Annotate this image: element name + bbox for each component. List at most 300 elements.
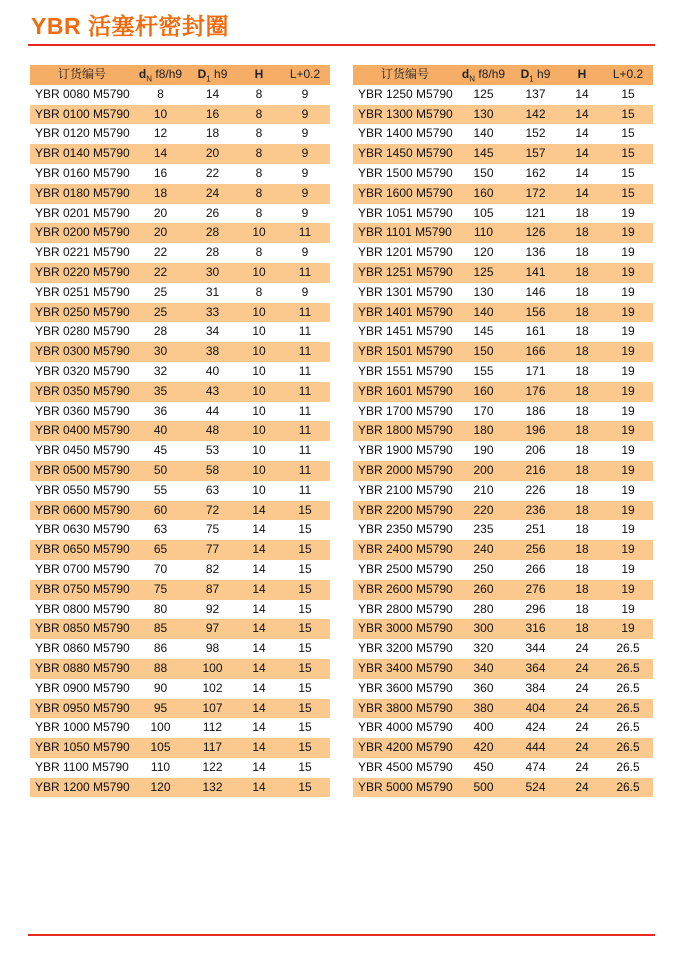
cell-l: 11 bbox=[298, 482, 312, 497]
cell-d1: 196 bbox=[510, 421, 561, 441]
cell-order-code: YBR 5000 M5790 bbox=[353, 778, 457, 798]
cell-d1: 18 bbox=[205, 126, 220, 141]
header-dn: $d_N$ f8/h9 bbox=[457, 65, 510, 85]
cell-order-code: YBR 1450 M5790 bbox=[353, 144, 457, 164]
cell-l: 15 bbox=[621, 165, 635, 180]
cell-dn: 12 bbox=[153, 126, 168, 141]
cell-d1: 28 bbox=[187, 223, 238, 243]
cell-h: 10 bbox=[238, 382, 280, 402]
cell-order-code: YBR 1300 M5790 bbox=[353, 105, 457, 125]
cell-dn: 86 bbox=[153, 641, 168, 656]
cell-l: 15 bbox=[298, 641, 312, 656]
cell-order-code: YBR 0700 M5790 bbox=[35, 561, 130, 576]
cell-d1: 444 bbox=[510, 738, 561, 758]
cell-order-code: YBR 0450 M5790 bbox=[35, 443, 130, 458]
cell-dn: 28 bbox=[153, 324, 168, 339]
table-row bbox=[353, 204, 653, 224]
cell-d1: 146 bbox=[525, 284, 546, 299]
cell-l: 19 bbox=[621, 601, 635, 616]
cell-dn: 280 bbox=[473, 601, 494, 616]
table-row bbox=[30, 699, 330, 719]
cell-l: 15 bbox=[621, 126, 635, 141]
cell-dn: 63 bbox=[153, 522, 168, 537]
cell-h: 18 bbox=[561, 382, 603, 402]
cell-dn: 60 bbox=[134, 501, 187, 521]
table-row bbox=[30, 441, 330, 461]
table-row bbox=[30, 223, 330, 243]
cell-h: 10 bbox=[238, 263, 280, 283]
table-row bbox=[30, 105, 330, 125]
cell-d1: 126 bbox=[510, 223, 561, 243]
cell-d1: 171 bbox=[525, 363, 546, 378]
table-row bbox=[30, 263, 330, 283]
cell-d1: 156 bbox=[510, 303, 561, 323]
cell-l: 26.5 bbox=[603, 699, 653, 719]
table-row bbox=[30, 164, 330, 184]
cell-dn: 420 bbox=[457, 738, 510, 758]
cell-h: 18 bbox=[575, 284, 589, 299]
table-row bbox=[353, 600, 653, 620]
cell-dn: 190 bbox=[473, 443, 494, 458]
table-header-row bbox=[353, 65, 653, 85]
cell-d1: 316 bbox=[510, 619, 561, 639]
cell-l: 26.5 bbox=[616, 680, 640, 695]
table-row bbox=[353, 263, 653, 283]
cell-dn: 110 bbox=[457, 223, 510, 243]
cell-h: 8 bbox=[255, 165, 263, 180]
cell-order-code: YBR 0280 M5790 bbox=[35, 324, 130, 339]
cell-order-code: YBR 1900 M5790 bbox=[358, 443, 453, 458]
cell-dn: 45 bbox=[153, 443, 168, 458]
cell-d1: 172 bbox=[510, 184, 561, 204]
cell-order-code: YBR 1050 M5790 bbox=[30, 738, 134, 758]
cell-h: 8 bbox=[238, 144, 280, 164]
cell-h: 14 bbox=[238, 619, 280, 639]
cell-l: 19 bbox=[621, 561, 635, 576]
cell-l: 15 bbox=[280, 699, 330, 719]
cell-l: 19 bbox=[621, 363, 635, 378]
header-d1: $D_1$ h9 bbox=[510, 65, 561, 85]
cell-d1: 31 bbox=[205, 284, 220, 299]
cell-dn: 22 bbox=[134, 263, 187, 283]
cell-l: 11 bbox=[280, 342, 330, 362]
cell-l: 15 bbox=[280, 580, 330, 600]
cell-d1: 58 bbox=[187, 461, 238, 481]
cell-l: 11 bbox=[298, 363, 312, 378]
table-row bbox=[353, 481, 653, 501]
cell-order-code: YBR 3600 M5790 bbox=[358, 680, 453, 695]
cell-l: 15 bbox=[280, 540, 330, 560]
cell-h: 10 bbox=[252, 324, 266, 339]
cell-order-code: YBR 1500 M5790 bbox=[358, 165, 453, 180]
cell-h: 10 bbox=[238, 342, 280, 362]
cell-h: 14 bbox=[575, 126, 589, 141]
table-row bbox=[30, 738, 330, 758]
table-row bbox=[30, 303, 330, 323]
cell-h: 10 bbox=[238, 421, 280, 441]
cell-dn: 55 bbox=[153, 482, 168, 497]
table-row bbox=[30, 283, 330, 303]
cell-l: 9 bbox=[280, 105, 330, 125]
cell-h: 18 bbox=[561, 263, 603, 283]
cell-d1: 276 bbox=[510, 580, 561, 600]
cell-order-code: YBR 2000 M5790 bbox=[353, 461, 457, 481]
cell-h: 10 bbox=[252, 403, 266, 418]
cell-h: 10 bbox=[238, 303, 280, 323]
cell-order-code: YBR 0320 M5790 bbox=[35, 363, 130, 378]
table-row bbox=[30, 639, 330, 659]
cell-l: 15 bbox=[603, 144, 653, 164]
table-row bbox=[30, 540, 330, 560]
cell-d1: 142 bbox=[510, 105, 561, 125]
top-divider bbox=[28, 44, 655, 46]
table-row bbox=[30, 520, 330, 540]
table-row bbox=[30, 580, 330, 600]
cell-h: 14 bbox=[252, 641, 266, 656]
header-order-code: 订货编号 bbox=[30, 65, 134, 85]
cell-order-code: YBR 0160 M5790 bbox=[35, 165, 130, 180]
cell-order-code: YBR 3200 M5790 bbox=[358, 641, 453, 656]
cell-order-code: YBR 1301 M5790 bbox=[358, 284, 453, 299]
cell-d1: 206 bbox=[525, 443, 546, 458]
cell-l: 11 bbox=[298, 324, 312, 339]
cell-dn: 30 bbox=[134, 342, 187, 362]
cell-dn: 300 bbox=[457, 619, 510, 639]
table-row bbox=[353, 362, 653, 382]
cell-h: 14 bbox=[252, 759, 266, 774]
cell-d1: 92 bbox=[205, 601, 220, 616]
cell-order-code: YBR 2800 M5790 bbox=[358, 601, 453, 616]
cell-dn: 380 bbox=[457, 699, 510, 719]
cell-d1: 43 bbox=[187, 382, 238, 402]
cell-d1: 34 bbox=[205, 324, 220, 339]
cell-h: 10 bbox=[252, 482, 266, 497]
cell-dn: 125 bbox=[473, 86, 494, 101]
cell-dn: 235 bbox=[473, 522, 494, 537]
cell-order-code: YBR 1200 M5790 bbox=[30, 778, 134, 798]
cell-d1: 28 bbox=[205, 245, 220, 260]
spec-table-left bbox=[30, 65, 330, 797]
cell-d1: 112 bbox=[202, 720, 223, 735]
cell-order-code: YBR 3000 M5790 bbox=[353, 619, 457, 639]
cell-h: 24 bbox=[561, 778, 603, 798]
cell-dn: 450 bbox=[473, 759, 494, 774]
cell-order-code: YBR 0220 M5790 bbox=[30, 263, 134, 283]
table-row bbox=[353, 164, 653, 184]
cell-dn: 20 bbox=[134, 223, 187, 243]
table-row bbox=[353, 441, 653, 461]
table-row bbox=[353, 580, 653, 600]
cell-d1: 40 bbox=[205, 363, 220, 378]
table-row bbox=[353, 402, 653, 422]
cell-l: 15 bbox=[298, 601, 312, 616]
table-row bbox=[30, 124, 330, 144]
table-row bbox=[353, 322, 653, 342]
header-h: H bbox=[561, 65, 603, 85]
cell-order-code: YBR 0630 M5790 bbox=[35, 522, 130, 537]
cell-h: 18 bbox=[575, 363, 589, 378]
cell-h: 24 bbox=[575, 641, 589, 656]
table-row bbox=[353, 639, 653, 659]
cell-h: 24 bbox=[575, 759, 589, 774]
cell-l: 11 bbox=[280, 461, 330, 481]
cell-d1: 97 bbox=[187, 619, 238, 639]
cell-d1: 364 bbox=[510, 659, 561, 679]
cell-l: 26.5 bbox=[616, 641, 640, 656]
cell-l: 26.5 bbox=[603, 659, 653, 679]
table-row bbox=[353, 243, 653, 263]
cell-d1: 44 bbox=[205, 403, 220, 418]
cell-h: 14 bbox=[252, 720, 266, 735]
cell-l: 19 bbox=[603, 461, 653, 481]
table-row bbox=[353, 85, 653, 105]
cell-h: 24 bbox=[561, 699, 603, 719]
cell-l: 19 bbox=[621, 482, 635, 497]
cell-order-code: YBR 2500 M5790 bbox=[358, 561, 453, 576]
cell-order-code: YBR 4200 M5790 bbox=[353, 738, 457, 758]
cell-h: 14 bbox=[575, 165, 589, 180]
cell-order-code: YBR 0350 M5790 bbox=[30, 382, 134, 402]
cell-d1: 384 bbox=[525, 680, 546, 695]
cell-l: 9 bbox=[301, 284, 309, 299]
cell-dn: 240 bbox=[457, 540, 510, 560]
cell-d1: 72 bbox=[187, 501, 238, 521]
table-row bbox=[353, 699, 653, 719]
cell-dn: 25 bbox=[153, 284, 168, 299]
table-row bbox=[353, 342, 653, 362]
cell-l: 11 bbox=[280, 303, 330, 323]
cell-dn: 110 bbox=[150, 759, 171, 774]
cell-d1: 24 bbox=[187, 184, 238, 204]
cell-l: 11 bbox=[298, 403, 312, 418]
cell-d1: 236 bbox=[510, 501, 561, 521]
cell-l: 15 bbox=[280, 501, 330, 521]
cell-d1: 63 bbox=[205, 482, 220, 497]
cell-d1: 216 bbox=[510, 461, 561, 481]
cell-dn: 140 bbox=[473, 126, 494, 141]
cell-order-code: YBR 0200 M5790 bbox=[30, 223, 134, 243]
cell-l: 19 bbox=[621, 284, 635, 299]
cell-order-code: YBR 0120 M5790 bbox=[35, 126, 130, 141]
cell-order-code: YBR 1800 M5790 bbox=[353, 421, 457, 441]
cell-d1: 117 bbox=[187, 738, 238, 758]
cell-order-code: YBR 1250 M5790 bbox=[358, 86, 453, 101]
cell-dn: 105 bbox=[134, 738, 187, 758]
cell-dn: 70 bbox=[153, 561, 168, 576]
table-header-row bbox=[30, 65, 330, 85]
cell-l: 15 bbox=[603, 184, 653, 204]
cell-order-code: YBR 0880 M5790 bbox=[30, 659, 134, 679]
cell-order-code: YBR 1000 M5790 bbox=[35, 720, 130, 735]
cell-d1: 26 bbox=[205, 205, 220, 220]
cell-d1: 107 bbox=[187, 699, 238, 719]
cell-order-code: YBR 1401 M5790 bbox=[353, 303, 457, 323]
table-row bbox=[353, 520, 653, 540]
cell-dn: 210 bbox=[473, 482, 494, 497]
cell-h: 8 bbox=[255, 245, 263, 260]
table-row bbox=[353, 738, 653, 758]
table-row bbox=[353, 540, 653, 560]
cell-d1: 48 bbox=[187, 421, 238, 441]
cell-d1: 22 bbox=[205, 165, 220, 180]
cell-l: 15 bbox=[298, 522, 312, 537]
cell-d1: 121 bbox=[525, 205, 546, 220]
cell-order-code: YBR 0080 M5790 bbox=[35, 86, 130, 101]
cell-d1: 226 bbox=[525, 482, 546, 497]
cell-h: 14 bbox=[252, 680, 266, 695]
table-row bbox=[30, 481, 330, 501]
table-row bbox=[353, 303, 653, 323]
cell-dn: 40 bbox=[134, 421, 187, 441]
table-row bbox=[353, 718, 653, 738]
cell-order-code: YBR 0950 M5790 bbox=[30, 699, 134, 719]
cell-d1: 474 bbox=[525, 759, 546, 774]
cell-dn: 22 bbox=[153, 245, 168, 260]
table-row bbox=[30, 243, 330, 263]
cell-l: 11 bbox=[298, 443, 312, 458]
cell-h: 18 bbox=[575, 324, 589, 339]
cell-d1: 77 bbox=[187, 540, 238, 560]
cell-l: 26.5 bbox=[616, 759, 640, 774]
cell-l: 15 bbox=[621, 86, 635, 101]
cell-h: 24 bbox=[561, 738, 603, 758]
cell-d1: 75 bbox=[205, 522, 220, 537]
table-row bbox=[353, 679, 653, 699]
table-row bbox=[30, 659, 330, 679]
cell-l: 15 bbox=[298, 680, 312, 695]
cell-order-code: YBR 0600 M5790 bbox=[30, 501, 134, 521]
cell-order-code: YBR 1051 M5790 bbox=[358, 205, 453, 220]
table-row bbox=[30, 501, 330, 521]
cell-d1: 166 bbox=[510, 342, 561, 362]
cell-order-code: YBR 2350 M5790 bbox=[358, 522, 453, 537]
cell-order-code: YBR 0251 M5790 bbox=[35, 284, 130, 299]
cell-l: 26.5 bbox=[603, 738, 653, 758]
cell-h: 24 bbox=[575, 720, 589, 735]
cell-h: 18 bbox=[561, 421, 603, 441]
cell-order-code: YBR 0550 M5790 bbox=[35, 482, 130, 497]
cell-dn: 160 bbox=[457, 184, 510, 204]
cell-h: 18 bbox=[561, 540, 603, 560]
cell-order-code: YBR 0201 M5790 bbox=[35, 205, 130, 220]
cell-dn: 16 bbox=[153, 165, 168, 180]
cell-l: 19 bbox=[621, 205, 635, 220]
cell-h: 14 bbox=[238, 580, 280, 600]
cell-h: 14 bbox=[238, 659, 280, 679]
table-row bbox=[353, 184, 653, 204]
cell-h: 10 bbox=[238, 461, 280, 481]
cell-h: 18 bbox=[575, 403, 589, 418]
cell-order-code: YBR 0180 M5790 bbox=[30, 184, 134, 204]
table-body-right bbox=[353, 85, 653, 798]
cell-order-code: YBR 0300 M5790 bbox=[30, 342, 134, 362]
table-body-left bbox=[30, 85, 330, 798]
cell-h: 18 bbox=[561, 303, 603, 323]
cell-order-code: YBR 2400 M5790 bbox=[353, 540, 457, 560]
cell-d1: 38 bbox=[187, 342, 238, 362]
cell-l: 26.5 bbox=[603, 778, 653, 798]
table-row bbox=[353, 382, 653, 402]
cell-order-code: YBR 0750 M5790 bbox=[30, 580, 134, 600]
cell-order-code: YBR 1251 M5790 bbox=[353, 263, 457, 283]
cell-h: 14 bbox=[238, 738, 280, 758]
cell-h: 18 bbox=[575, 601, 589, 616]
cell-order-code: YBR 0400 M5790 bbox=[30, 421, 134, 441]
cell-l: 15 bbox=[280, 778, 330, 798]
cell-order-code: YBR 0500 M5790 bbox=[30, 461, 134, 481]
cell-h: 18 bbox=[575, 482, 589, 497]
cell-dn: 75 bbox=[134, 580, 187, 600]
cell-dn: 10 bbox=[134, 105, 187, 125]
cell-h: 10 bbox=[252, 443, 266, 458]
cell-dn: 18 bbox=[134, 184, 187, 204]
cell-h: 18 bbox=[561, 223, 603, 243]
cell-order-code: YBR 1451 M5790 bbox=[358, 324, 453, 339]
cell-d1: 141 bbox=[510, 263, 561, 283]
cell-d1: 136 bbox=[525, 245, 546, 260]
cell-d1: 30 bbox=[187, 263, 238, 283]
cell-l: 15 bbox=[280, 619, 330, 639]
header-dn: $d_N$ f8/h9 bbox=[134, 65, 187, 85]
table-row bbox=[353, 421, 653, 441]
table-row bbox=[353, 144, 653, 164]
cell-h: 18 bbox=[575, 205, 589, 220]
table-row bbox=[30, 204, 330, 224]
cell-order-code: YBR 1601 M5790 bbox=[353, 382, 457, 402]
cell-dn: 36 bbox=[153, 403, 168, 418]
cell-d1: 132 bbox=[187, 778, 238, 798]
cell-l: 19 bbox=[603, 580, 653, 600]
cell-order-code: YBR 0850 M5790 bbox=[30, 619, 134, 639]
table-row bbox=[30, 85, 330, 105]
cell-l: 11 bbox=[280, 382, 330, 402]
cell-order-code: YBR 0250 M5790 bbox=[30, 303, 134, 323]
cell-dn: 150 bbox=[457, 342, 510, 362]
cell-dn: 200 bbox=[457, 461, 510, 481]
cell-order-code: YBR 1101 M5790 bbox=[353, 223, 457, 243]
cell-order-code: YBR 1100 M5790 bbox=[35, 759, 129, 774]
cell-l: 9 bbox=[280, 144, 330, 164]
cell-l: 19 bbox=[621, 522, 635, 537]
cell-order-code: YBR 2600 M5790 bbox=[353, 580, 457, 600]
cell-d1: 53 bbox=[205, 443, 220, 458]
cell-d1: 102 bbox=[202, 680, 223, 695]
cell-dn: 145 bbox=[457, 144, 510, 164]
cell-l: 9 bbox=[301, 245, 309, 260]
cell-order-code: YBR 0221 M5790 bbox=[35, 245, 130, 260]
table-row bbox=[30, 461, 330, 481]
cell-d1: 16 bbox=[187, 105, 238, 125]
cell-h: 18 bbox=[575, 522, 589, 537]
cell-dn: 14 bbox=[134, 144, 187, 164]
cell-h: 10 bbox=[238, 223, 280, 243]
table-row bbox=[353, 124, 653, 144]
cell-d1: 161 bbox=[525, 324, 546, 339]
cell-h: 14 bbox=[252, 522, 266, 537]
table-row bbox=[30, 421, 330, 441]
table-row bbox=[353, 461, 653, 481]
cell-l: 19 bbox=[603, 263, 653, 283]
cell-dn: 180 bbox=[457, 421, 510, 441]
table-row bbox=[30, 619, 330, 639]
cell-h: 8 bbox=[255, 284, 263, 299]
cell-h: 18 bbox=[575, 443, 589, 458]
cell-l: 19 bbox=[621, 245, 635, 260]
cell-l: 26.5 bbox=[616, 720, 640, 735]
cell-dn: 400 bbox=[473, 720, 494, 735]
cell-h: 14 bbox=[561, 144, 603, 164]
cell-h: 18 bbox=[575, 245, 589, 260]
